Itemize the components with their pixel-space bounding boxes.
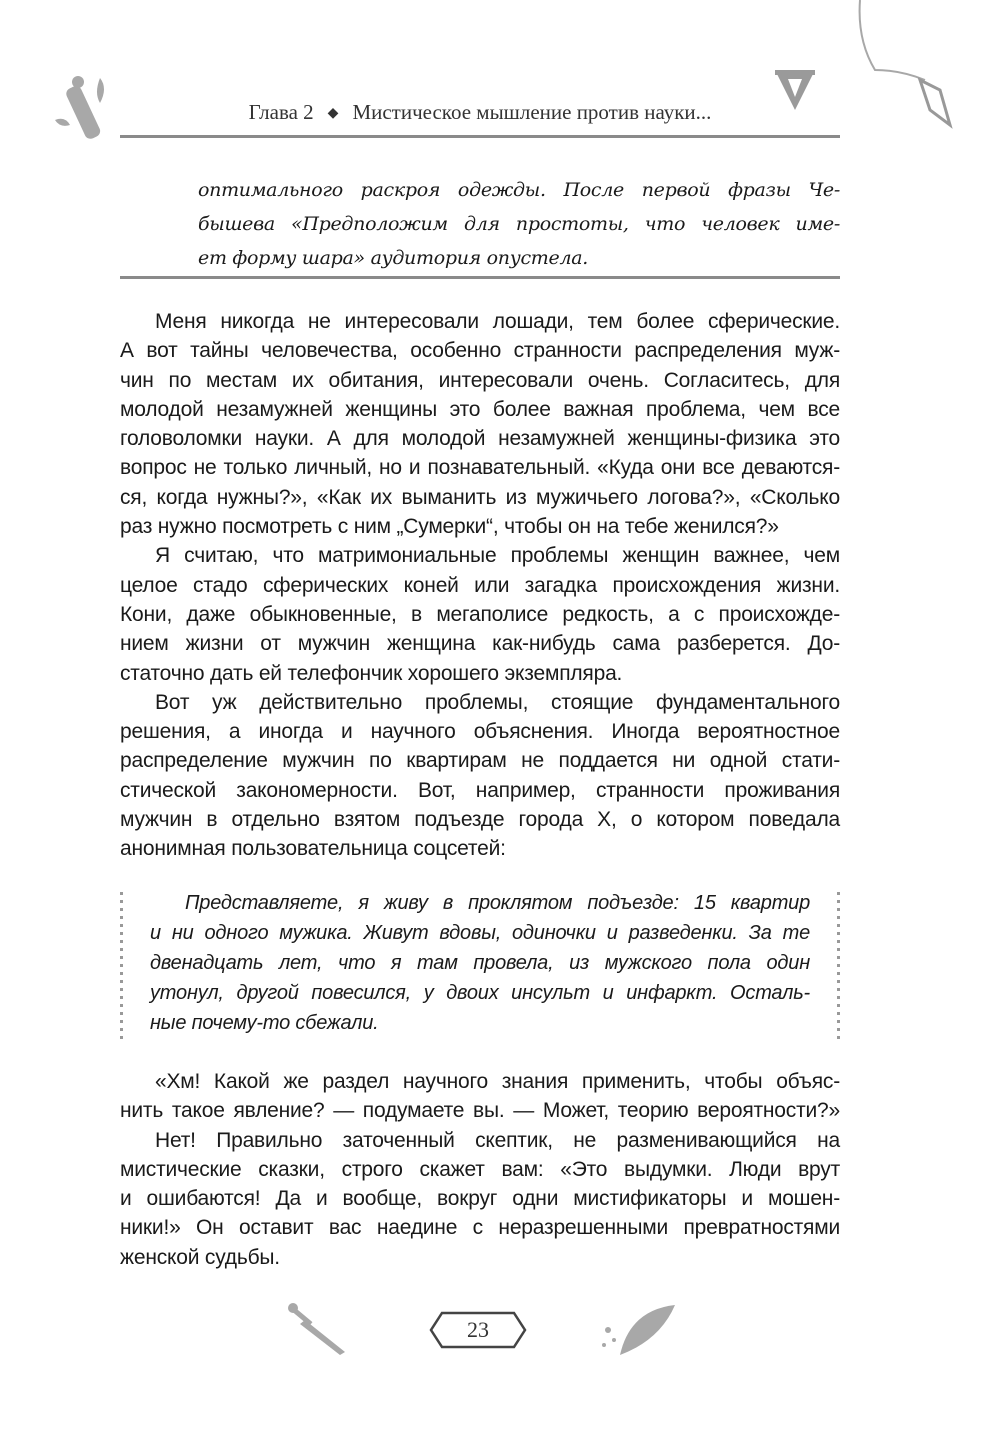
epigraph-rule [120, 276, 840, 279]
quote-border-left [120, 892, 123, 1040]
running-head [120, 100, 840, 125]
text-line: Вот уж действительно проблемы, стоящие фундаментального [155, 690, 840, 714]
pendulum-pendant-icon [855, 0, 955, 135]
page-number-badge [428, 1310, 528, 1350]
text-line: утонул, другой повесился, у двоих инсульт и инфаркт. Осталь- [150, 982, 810, 1004]
separator-diamond-icon: ◆ [327, 106, 339, 121]
text-line: ные почему-то сбежали. [150, 1012, 379, 1034]
chapter-title: Мистическое мышление против науки... [352, 100, 712, 124]
text-line: «Хм! Какой же раздел научного знания применить, чтобы объяс- [155, 1070, 840, 1093]
quote-block [120, 888, 840, 1040]
text-line: А вот тайны человечества, особенно странности распределения муж- [120, 339, 840, 363]
text-line: двенадцать лет, что я там провела, из мужского пола один [150, 952, 810, 974]
text-line: Нет! Правильно заточенный скептик, не разменивающийся на [155, 1128, 840, 1152]
feather-icon [600, 1300, 680, 1365]
text-line: чин по местам их обитания, интересовали очень. Согласитесь, для [120, 368, 840, 392]
text-line: и ошибаются! Да и вообще, вокруг одни мистификаторы и мошен- [120, 1187, 840, 1211]
body-text-1 [120, 307, 840, 864]
text-line: целое стадо сферических коней или загадка происхождения жизни. [120, 573, 840, 597]
text-line: нить такое явление? — подумаете вы. — Может, теорию вероятности?» [120, 1099, 840, 1123]
text-line: головоломки науки. А для молодой незамужней женщины-физика это [120, 427, 840, 451]
text-line: мистические сказки, строго скажет вам: «Это выдумки. Люди врут [120, 1157, 840, 1181]
text-line: и ни одного мужика. Живут вдовы, одиночки и разведенки. За те [150, 922, 810, 944]
text-line: распределение мужчин по квартирам не поддается ни одной стати- [120, 749, 840, 773]
text-line: стической закономерности. Вот, например, странности проживания [120, 778, 840, 802]
epigraph-block [198, 173, 840, 275]
quote-border-right [837, 892, 840, 1040]
text-line: женской судьбы. [120, 1245, 280, 1269]
text-line: нием жизни от мужчин женщина как-нибудь сама разберется. До- [120, 632, 840, 656]
text-line: решения, а иногда и научного объяснения. Иногда вероятностное [120, 720, 840, 744]
text-line: бышева «Предположим для простоты, что человек име- [198, 213, 840, 235]
dagger-icon [285, 1300, 355, 1360]
header-rule [120, 135, 840, 138]
text-line: Я считаю, что матримониальные проблемы женщин важнее, чем [155, 544, 840, 568]
text-line: мужчин в отдельно взятом подъезде города X, о котором поведала [120, 808, 840, 832]
text-line: вопрос не только личный, но и познавательный. «Куда они все деваются- [120, 456, 840, 480]
text-line: Меня никогда не интересовали лошади, тем более сферические. [155, 310, 840, 333]
text-line: молодой незамужней женщины это более важная проблема, чем все [120, 397, 840, 421]
text-line: статочно дать ей телефончик хорошего экземпляра. [120, 661, 623, 685]
potion-vial-icon [50, 70, 120, 150]
text-line: Представляете, я живу в проклятом подъезде: 15 квартир [185, 892, 810, 914]
chapter-label: Глава 2 [248, 100, 314, 124]
page-number: 23 [467, 1317, 489, 1342]
text-line: анонимная пользовательница соцсетей: [120, 837, 506, 861]
text-line: Кони, даже обыкновенные, в мегаполисе редкость, а с происхожде- [120, 602, 840, 626]
body-text-2 [120, 1067, 840, 1272]
text-line: ет форму шара» аудитория опустела. [198, 247, 589, 269]
text-line: ники!» Он оставит вас наедине с неразрешенными превратностями [120, 1216, 840, 1240]
text-line: раз нужно посмотреть с ним „Сумерки“, чтобы он на тебе женился?» [120, 515, 779, 539]
text-line: оптимального раскроя одежды. После первой фразы Че- [198, 179, 840, 201]
text-line: ся, когда нужны?», «Как их выманить из мужичьего логова?», «Сколько [120, 485, 840, 509]
